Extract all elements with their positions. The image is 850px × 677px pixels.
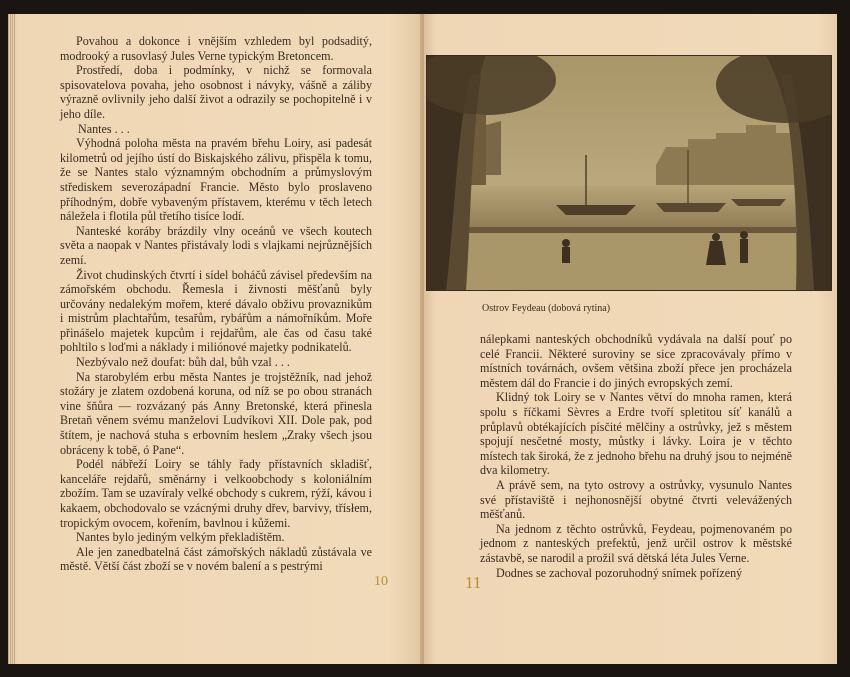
left-page-text: [60, 34, 372, 574]
page-number-right: 11: [465, 573, 482, 592]
paragraph: Povahou a dokonce i vnějším vzhledem byl podsaditý, modrooký a rusovlasý Jules Verne typickým Bretoncem.: [60, 34, 372, 63]
paragraph: Na starobylém erbu města Nantes je trojstěžník, nad jehož stožáry je zlatem ozdobená koruna, od níž se po obou stranách vine šňůra — rozvázaný pás Anny Bretonské, která přinesla Bretaň věnem svému manželovi Ludvíkovi XII. Dole pak, pod štítem, je nachová stuha s erbovním heslem „Zraky všech jsou obráceny k tobě, ó Pane“.: [60, 369, 372, 457]
paragraph: Podél nábřeží Loiry se táhly řady přístavních skladišť, kanceláře rejdařů, směnárny i velkoobchody s koloniálním zbožím. Tam se uzavíraly velké obchody s cukrem, rýží, kávou i kakaem, obchodovalo se vzácnými druhy dřev, barvivy, třísłem, tropickým ovocem, kořením, bavlnou i kůžemi.: [60, 457, 372, 530]
paragraph: Dodnes se zachoval pozoruhodný snímek pořízený: [496, 565, 743, 580]
paragraph: Život chudinských čtvrtí i sídel boháčů závisel především na zámořském obchodu. Řemesla i živnosti měšťanů byly určovány nedalekým mořem, které dávalo obživu provaznikům i mistrům plachtařům, tesařům, rybářům a námořníkům. Moře přinášelo majetek kupcům i rejdařům, ale čas od času také pohltilo s loďmi a náklady i miliónové majetky podnikatelů.: [60, 267, 372, 355]
paragraph: Nantes bylo jediným velkým překladištěm.: [76, 530, 285, 545]
paragraph: Ale jen zanedbatelná část zámořských nákladů zůstávala ve městě. Větší část zboží se v novém balení a s pestrými: [60, 544, 372, 574]
illustration-caption: Ostrov Feydeau (dobová rytina): [482, 303, 611, 314]
paragraph: Na jednom z těchto ostrůvků, Feydeau, pojmenovaném po jednom z nantеských prefektů, jenž určil ostrov k městské zástavbě, se narodil a prožil svá dětská léta Jules Verne.: [480, 521, 792, 565]
section-heading: Nantes . . .: [78, 121, 130, 136]
page-edges: [8, 14, 16, 664]
harbor-engraving-image: [426, 55, 832, 291]
paragraph: A právě sem, na tyto ostrovy a ostrůvky, vysunulo Nantes své přístaviště i nejhonosnější obytné čtvrti velevážených měšťanů.: [480, 477, 792, 522]
paragraph: Výhodná poloha města na pravém břehu Loiry, asi padesát kilometrů od jejího ústí do Biskajského zálivu, přispěla k tomu, že se Nantes stalo významným obchodním a průmyslovým střediskem severozápadní Francie. Město bylo proslaveno příhodným, dobře vybaveným přístavem, kterému v těch letech náležela i flotila půl třetího tisíce lodí.: [60, 136, 372, 224]
engraving-illustration: [426, 55, 832, 291]
right-page-text: [480, 332, 792, 580]
paragraph: Nantеské koráby brázdily vlny oceánů ve všech koutech světa a naopak v Nantes přistávaly lodi s vlajkami nejrůznějších zemí.: [60, 223, 372, 267]
page-number-left: 10: [374, 574, 388, 589]
paragraph: Nezbývalo než doufat: bůh dal, bůh vzal . . .: [76, 355, 290, 370]
paragraph: Prostředí, doba i podmínky, v nichž se formovala spisovatelova povaha, jeho osobnost i návyky, vášně a záliby výrazně ovlivnily jeho další život a odrazily se pochopitelně i v jeho díle.: [60, 63, 372, 121]
book-gutter: [420, 14, 424, 664]
paragraph: nálepkami nantеských obchodníků vydávala na další pouť po celé Francii. Některé suroviny se sice zpracovávaly přímo v místních továrnách, ovšem většina zboží přece jen procházela městem dál do Francie i do jiných evropských zemí.: [480, 332, 792, 390]
paragraph: Klidný tok Loiry se v Nantes větví do mnoha ramen, která spolu s říčkami Sèvres a Erdre tvoří spletitou síť kanálů a průplavů obtékajících písčité mělčiny a ostrůvky, jež s městem spojují nesčetné mosty, můstky i lávky. Loira je v těchto místech tak široká, že z jednoho břehu na druhý jsou to nejméně dva kilometry.: [480, 390, 792, 478]
